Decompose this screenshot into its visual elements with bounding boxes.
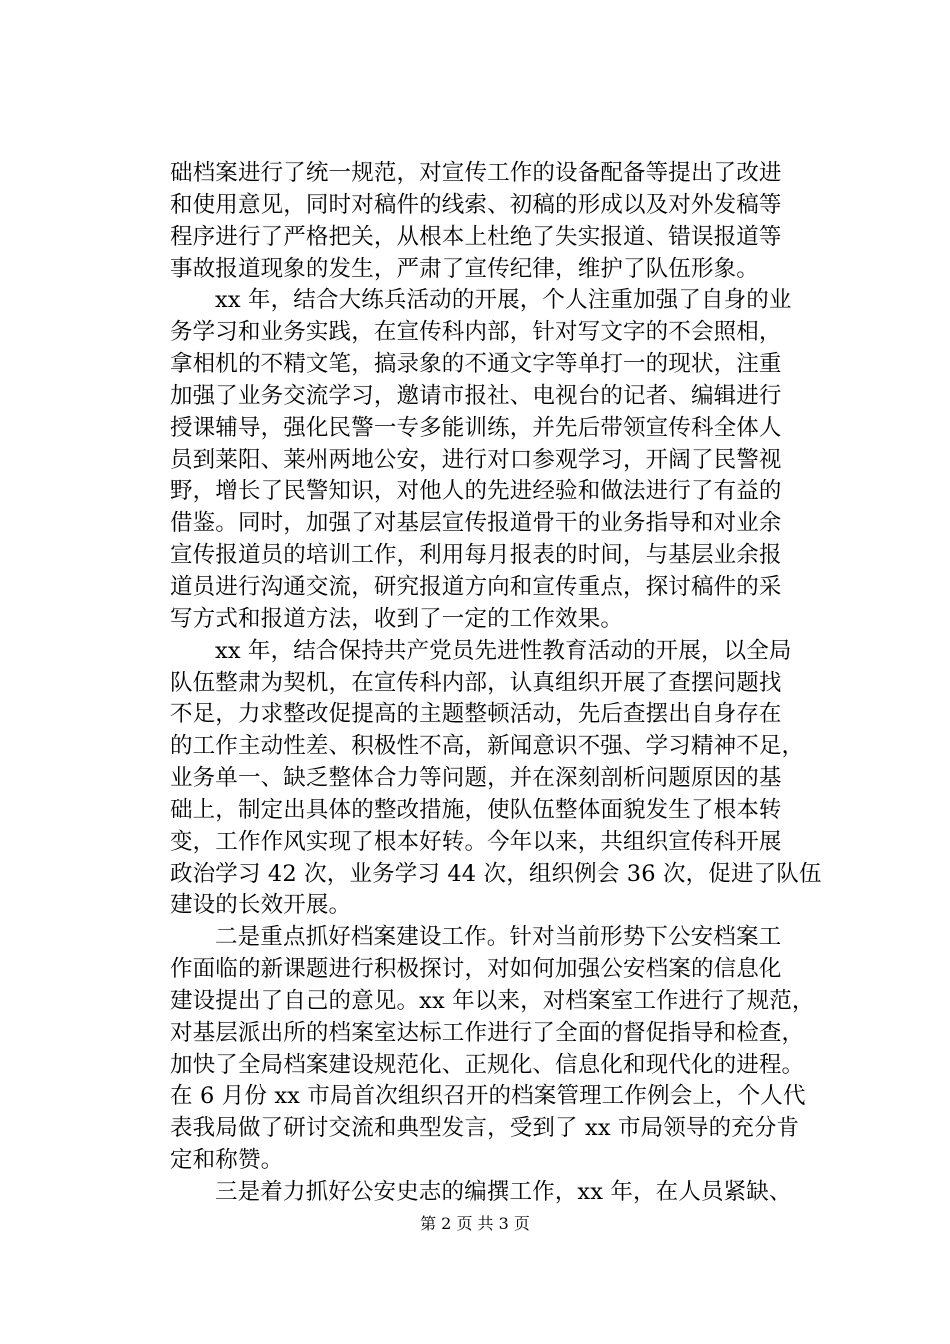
text-line: 拿相机的不精文笔，搞录象的不通文字等单打一的现状，注重 bbox=[170, 351, 782, 378]
text-line: 事故报道现象的发生，严肃了宣传纪律，维护了队伍形象。 bbox=[170, 255, 759, 282]
paragraph-first-line: xx 年，结合保持共产党员先进性教育活动的开展，以全局 bbox=[215, 637, 792, 664]
text-line: 作面临的新课题进行积极探讨，对如何加强公安档案的信息化 bbox=[170, 956, 782, 983]
text-line: 野，增长了民警知识，对他人的先进经验和做法进行了有益的 bbox=[170, 478, 782, 505]
paragraph-first-line: 二是重点抓好档案建设工作。针对当前形势下公安档案工 bbox=[215, 924, 782, 951]
text-line: 对基层派出所的档案室达标工作进行了全面的督促指导和检查， bbox=[170, 1019, 805, 1046]
text-line: 础档案进行了统一规范，对宣传工作的设备配备等提出了改进 bbox=[170, 160, 782, 186]
text-line: 程序进行了严格把关，从根本上杜绝了失实报道、错误报道等 bbox=[170, 223, 782, 250]
text-line: 加强了业务交流学习，邀请市报社、电视台的记者、编辑进行 bbox=[170, 382, 782, 409]
text-line: 队伍整肃为契机，在宣传科内部，认真组织开展了查摆问题找 bbox=[170, 669, 782, 696]
text-line: 加快了全局档案建设规范化、正规化、信息化和现代化的进程。 bbox=[170, 1051, 805, 1078]
text-line: 建设的长效开展。 bbox=[170, 892, 352, 919]
text-line: 员到莱阳、莱州两地公安，进行对口参观学习，开阔了民警视 bbox=[170, 446, 782, 473]
page-footer: 第 2 页 共 3 页 bbox=[420, 1214, 530, 1233]
text-line: 和使用意见，同时对稿件的线索、初稿的形成以及对外发稿等 bbox=[170, 191, 782, 218]
text-line: 授课辅导，强化民警一专多能训练，并先后带领宣传科全体人 bbox=[170, 414, 782, 441]
paragraph-first-line: 三是着力抓好公安史志的编撰工作，xx 年，在人员紧缺、 bbox=[215, 1179, 792, 1205]
text-line: 的工作主动性差、积极性不高，新闻意识不强、学习精神不足， bbox=[170, 733, 805, 760]
paragraph-first-line: xx 年，结合大练兵活动的开展，个人注重加强了自身的业 bbox=[215, 287, 792, 314]
text-line: 道员进行沟通交流，研究报道方向和宣传重点，探讨稿件的采 bbox=[170, 573, 782, 600]
text-line: 务学习和业务实践，在宣传科内部，针对写文字的不会照相， bbox=[170, 319, 782, 346]
text-line: 变，工作作风实现了根本好转。今年以来，共组织宣传科开展 bbox=[170, 828, 782, 855]
text-line: 表我局做了研讨交流和典型发言，受到了 xx 市局领导的充分肯 bbox=[170, 1115, 800, 1142]
text-line: 政治学习 42 次，业务学习 44 次，组织例会 36 次，促进了队伍 bbox=[170, 860, 822, 887]
text-line: 宣传报道员的培训工作，利用每月报表的时间，与基层业余报 bbox=[170, 542, 782, 569]
body-text bbox=[170, 158, 850, 1209]
text-line: 础上，制定出具体的整改措施，使队伍整体面貌发生了根本转 bbox=[170, 796, 782, 823]
text-line: 不足，力求整改促提高的主题整顿活动，先后查摆出自身存在 bbox=[170, 701, 782, 728]
text-line: 定和称赞。 bbox=[170, 1147, 284, 1174]
text-line: 借鉴。同时，加强了对基层宣传报道骨干的业务指导和对业余 bbox=[170, 510, 782, 537]
text-line: 写方式和报道方法，收到了一定的工作效果。 bbox=[170, 605, 624, 632]
text-line: 在 6 月份 xx 市局首次组织召开的档案管理工作例会上，个人代 bbox=[170, 1083, 806, 1110]
text-line: 建设提出了自己的意见。xx 年以来，对档案室工作进行了规范， bbox=[170, 987, 815, 1014]
text-line: 业务单一、缺乏整体合力等问题，并在深刻剖析问题原因的基 bbox=[170, 765, 782, 792]
